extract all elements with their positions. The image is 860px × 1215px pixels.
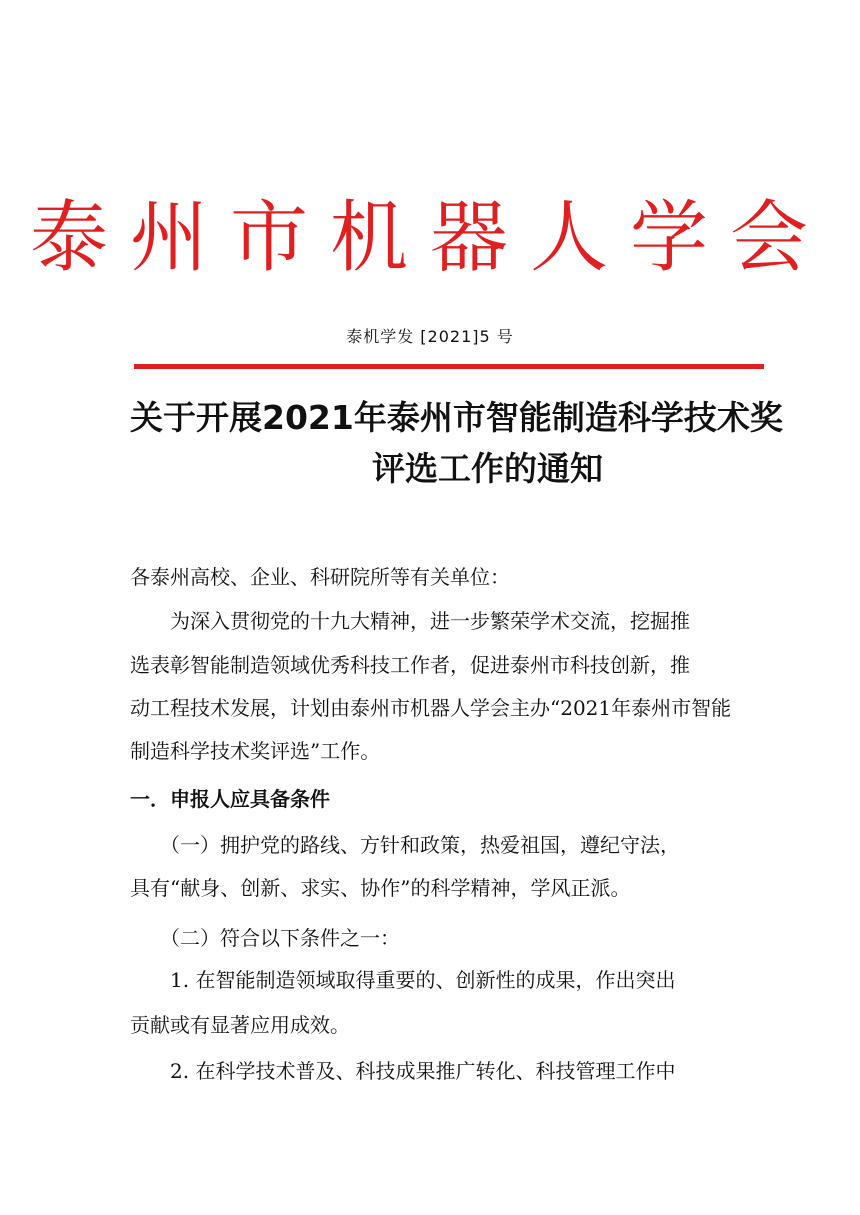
paragraph-line: 动工程技术发展，计划由泰州市机器人学会主办“2021年泰州市智能 [130, 696, 732, 720]
paragraph-line: 1. 在智能制造领域取得重要的、创新性的成果，作出突出 [130, 968, 676, 992]
paragraph-line: 贡献或有显著应用成效。 [130, 1013, 350, 1037]
paragraph-line: 选表彰智能制造领域优秀科技工作者，促进泰州市科技创新，推 [130, 653, 690, 677]
paragraph-line: 具有“献身、创新、求实、协作”的科学精神，学风正派。 [130, 876, 631, 900]
section-heading: 一．申报人应具备条件 [130, 787, 330, 811]
paragraph-line: （二）符合以下条件之一： [130, 926, 400, 950]
paragraph-line: 2. 在科学技术普及、科技成果推广转化、科技管理工作中 [130, 1059, 676, 1083]
organization-title: 泰州市机器人学会 [29, 193, 830, 283]
notice-title-line-1: 关于开展2021年泰州市智能制造科学技术奖 [130, 398, 783, 437]
salutation: 各泰州高校、企业、科研院所等有关单位： [130, 565, 510, 589]
document-number: 泰机学发 [2021]5 号 [346, 327, 514, 346]
paragraph-line: 为深入贯彻党的十九大精神，进一步繁荣学术交流，挖掘推 [130, 609, 690, 633]
paragraph-line: 制造科学技术奖评选”工作。 [130, 739, 381, 763]
notice-title-line-2: 评选工作的通知 [372, 449, 603, 488]
red-divider-line [134, 364, 764, 369]
paragraph-line: （一）拥护党的路线、方针和政策，热爱祖国，遵纪守法， [130, 833, 680, 857]
